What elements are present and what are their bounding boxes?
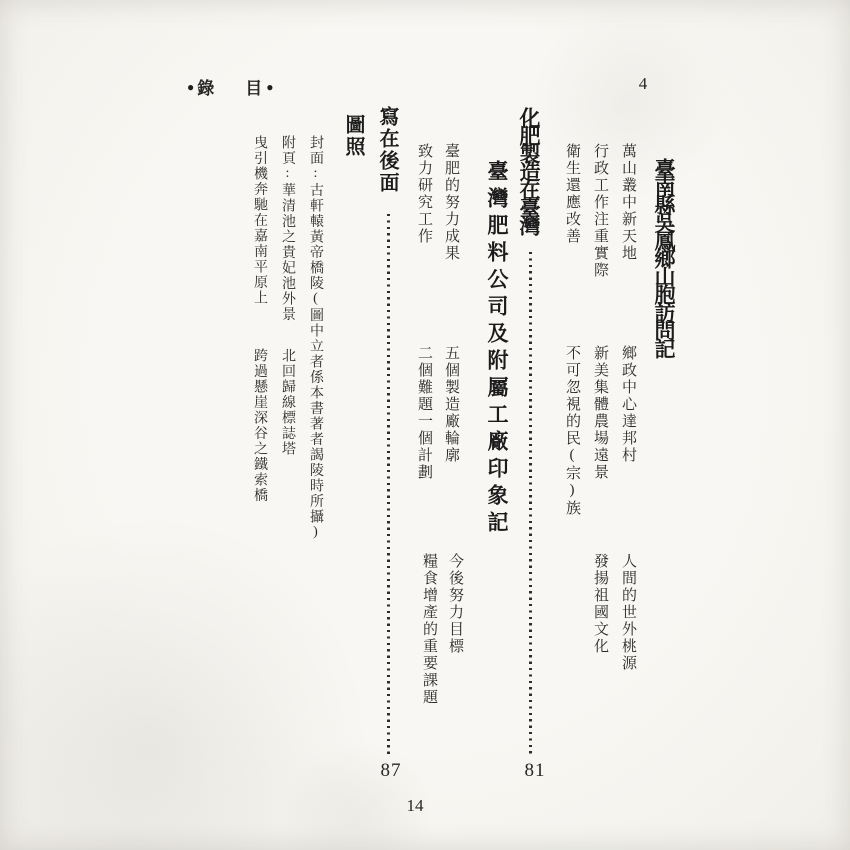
section1-subitem: 發揚祖國文化 xyxy=(592,553,608,655)
dotted-leader xyxy=(387,214,390,754)
header-char-lu: 錄 xyxy=(197,79,216,98)
section1-subitem: 行政工作注重實際 xyxy=(592,143,608,279)
bullet-ornament-icon: ● xyxy=(187,79,195,94)
section1-subitem: 萬山叢中新天地 xyxy=(620,143,636,262)
section4-plate-item: 封面:古軒轅黃帝橋陵(圖中立者係本書著者謁陵時所攝) xyxy=(308,135,323,541)
dotted-leader xyxy=(529,252,532,754)
bullet-ornament-icon: ● xyxy=(266,79,274,94)
section3-page-number: 87 xyxy=(380,760,402,781)
section4-title: 圖照 xyxy=(342,114,364,158)
header-page-number: 4 xyxy=(638,74,648,93)
section1-subitem: 不可忽視的民(宗)族 xyxy=(564,345,580,517)
section4-plate-item: 曳引機奔馳在嘉南平原上 xyxy=(252,135,267,306)
section1-subitem: 新美集體農場遠景 xyxy=(592,345,608,481)
section2-subtitle: 臺灣肥料公司及附屬工廠印象記 xyxy=(485,160,509,538)
section2-subitem: 糧食增產的重要課題 xyxy=(421,553,437,706)
section2-subitem: 致力研究工作 xyxy=(416,143,432,245)
section2-subitem: 二個難題一個計劃 xyxy=(416,345,432,481)
section1-title: 臺南縣吳鳳鄉山胞訪問記 xyxy=(652,158,676,356)
running-header xyxy=(184,74,277,99)
section4-plate-item: 附頁:華清池之貴妃池外景 xyxy=(280,135,295,322)
section4-plate-item: 北回歸線標誌塔 xyxy=(280,348,295,457)
footer-page-number: 14 xyxy=(406,796,424,815)
section2-page-number: 81 xyxy=(524,760,546,781)
section2-subitem: 臺肥的努力成果 xyxy=(443,143,459,262)
section2-subitem: 今後努力目標 xyxy=(447,553,463,655)
section1-subitem: 人間的世外桃源 xyxy=(620,553,636,672)
section3-title: 寫在後面 xyxy=(376,106,398,194)
section2-title: 化肥製造在臺灣 xyxy=(517,107,541,233)
section4-plate-item: 跨過懸崖深谷之鐵索橋 xyxy=(252,348,267,503)
section1-subitem: 鄉政中心達邦村 xyxy=(620,345,636,464)
header-char-mu: 目 xyxy=(245,79,264,98)
section2-subitem: 五個製造廠輪廓 xyxy=(443,345,459,464)
section1-subitem: 衛生還應改善 xyxy=(564,143,580,245)
